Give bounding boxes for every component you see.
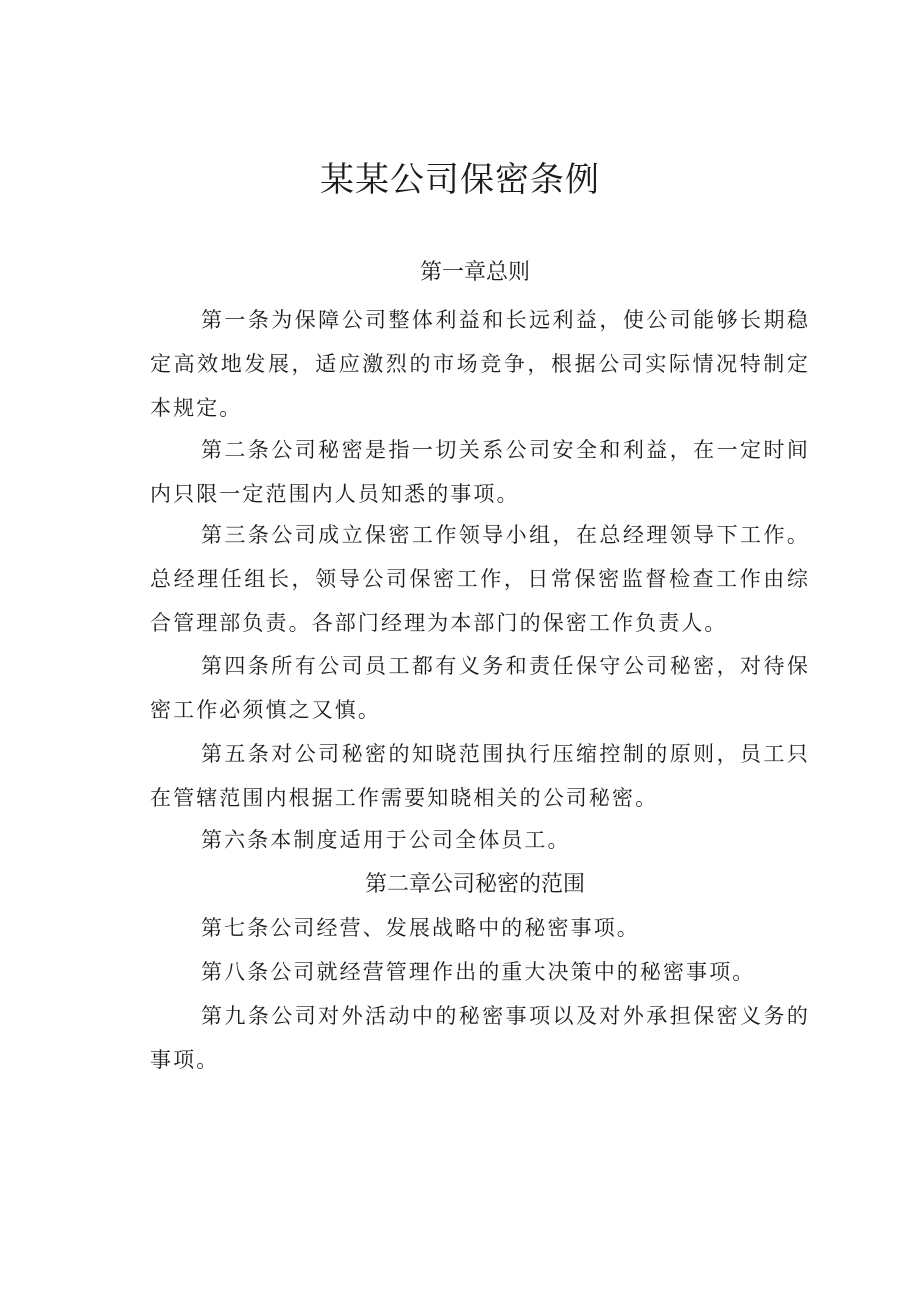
article-6: 第六条本制度适用于公司全体员工。: [201, 828, 571, 852]
article-8: 第八条公司就经营管理作出的重大决策中的秘密事项。: [201, 960, 756, 984]
document-title: 某某公司保密条例: [320, 160, 600, 200]
article-1: 第一条为保障公司整体利益和长远利益，使公司能够长期稳定高效地发展，适应激烈的市场竞争，根据公司实际情况特制定本规定。: [150, 308, 810, 420]
article-9: 第九条公司对外活动中的秘密事项以及对外承担保密义务的事项。: [150, 1004, 810, 1072]
article-2: 第二条公司秘密是指一切关系公司安全和利益，在一定时间内只限一定范围内人员知悉的事项。: [150, 438, 810, 506]
article-4: 第四条所有公司员工都有义务和责任保守公司秘密，对待保密工作必须慎之又慎。: [150, 654, 810, 722]
article-7: 第七条公司经营、发展战略中的秘密事项。: [201, 916, 640, 940]
chapter-heading-1: 第一章总则: [419, 260, 530, 285]
article-3: 第三条公司成立保密工作领导小组，在总经理领导下工作。总经理任组长，领导公司保密工作，日常保密监督检查工作由综合管理部负责。各部门经理为本部门的保密工作负责人。: [150, 523, 810, 635]
chapter-heading-2: 第二章公司秘密的范围: [364, 872, 585, 897]
article-5: 第五条对公司秘密的知晓范围执行压缩控制的原则，员工只在管辖范围内根据工作需要知晓相关的公司秘密。: [150, 742, 810, 810]
